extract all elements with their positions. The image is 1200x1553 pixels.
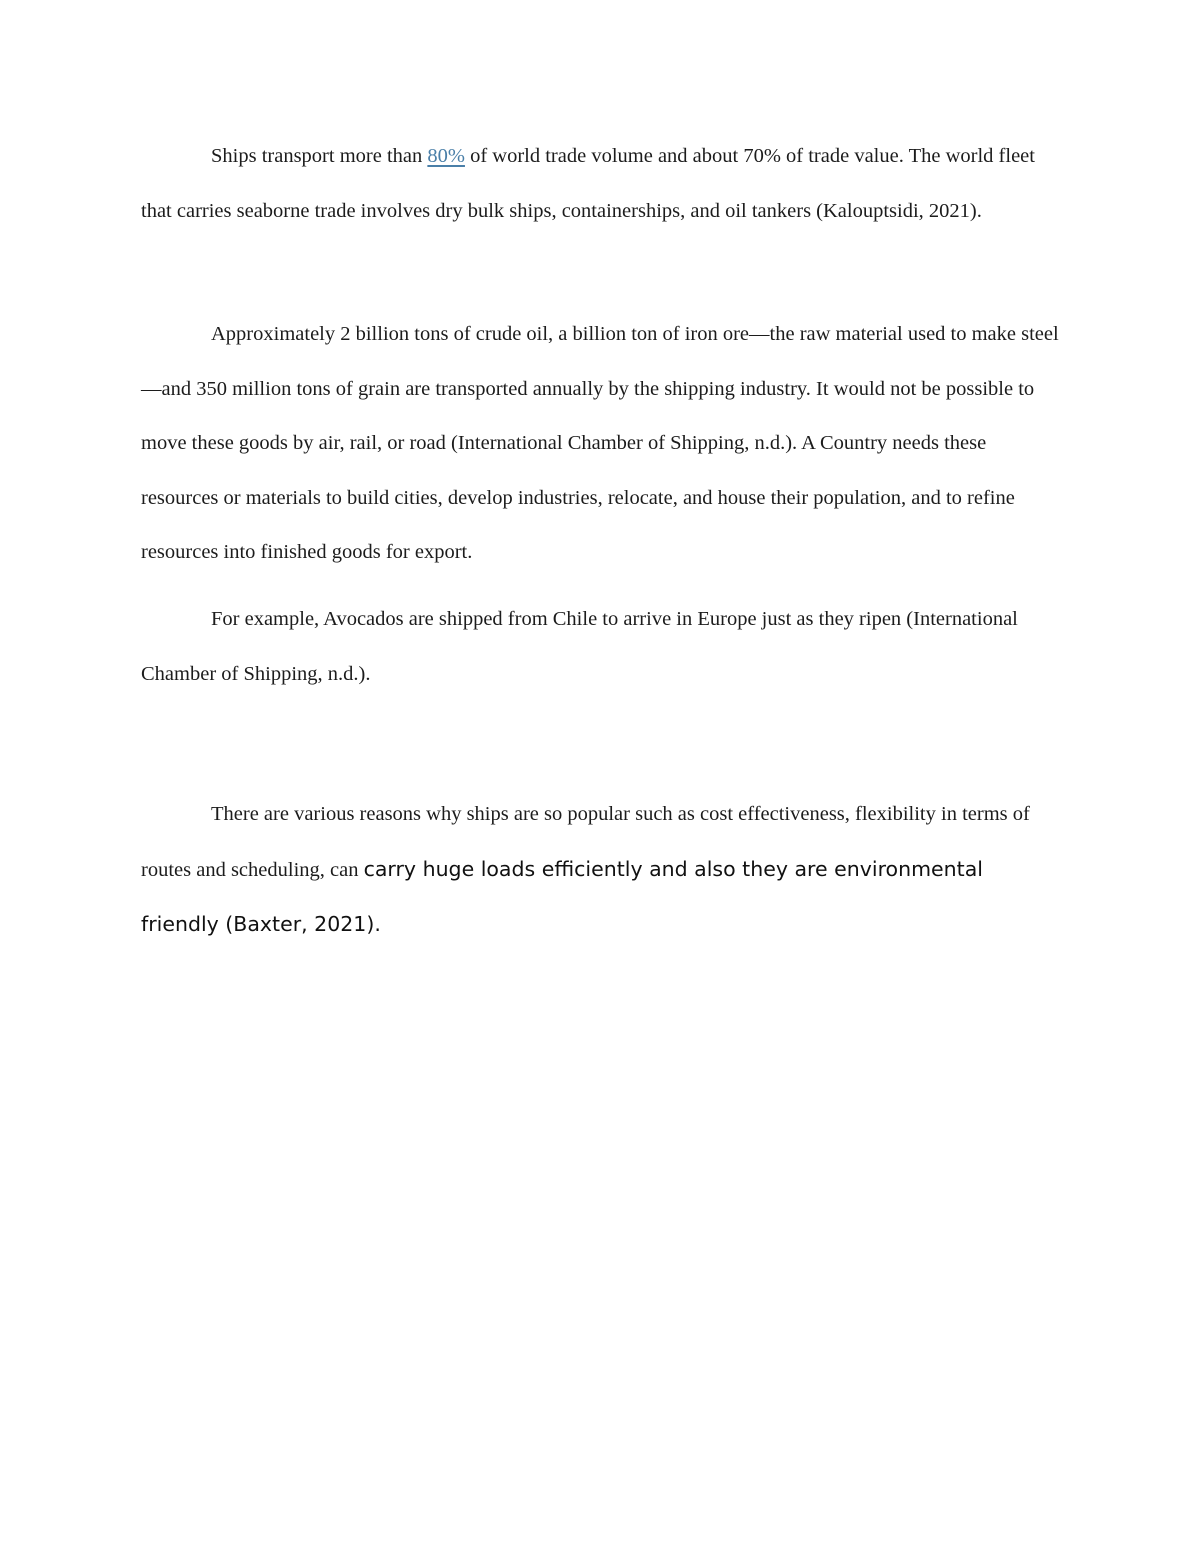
paragraph-1-text-end: of world trade volume and about 70% of trade value. The world fleet that carries seaborne trade involves dry bulk ships, containerships, and oil tankers (Kalouptsidi, 2021).	[141, 145, 1035, 222]
paragraph-4-serif-text: There are various reasons why ships are so popular such as cost effectiveness, flexibility in terms of routes and scheduling, can	[141, 803, 1030, 881]
paragraph-avocado-example: For example, Avocados are shipped from Chile to arrive in Europe just as they ripen (International Chamber of Shipping, n.d.).	[141, 608, 1018, 685]
reference-link-80-percent[interactable]: 80%	[427, 145, 465, 167]
paragraph-reasons	[141, 787, 1066, 953]
paragraph-1-text-start: Ships transport more than	[211, 145, 428, 167]
paragraph-commodities: Approximately 2 billion tons of crude oil, a billion ton of iron ore—the raw material used to make steel—and 350 million tons of grain are transported annually by the shipping industry. It would not be possible to move these goods by air, rail, or road (International Chamber of Shipping, n.d.). A Country needs these resources or materials to build cities, develop industries, relocate, and house their population, and to refine resources into finished goods for export.	[141, 323, 1059, 563]
paragraph-4-sans-text: carry huge loads efficiently and also they are environmental friendly (Baxter, 2021).	[141, 856, 983, 936]
paragraph-shipping-share	[141, 129, 1066, 238]
